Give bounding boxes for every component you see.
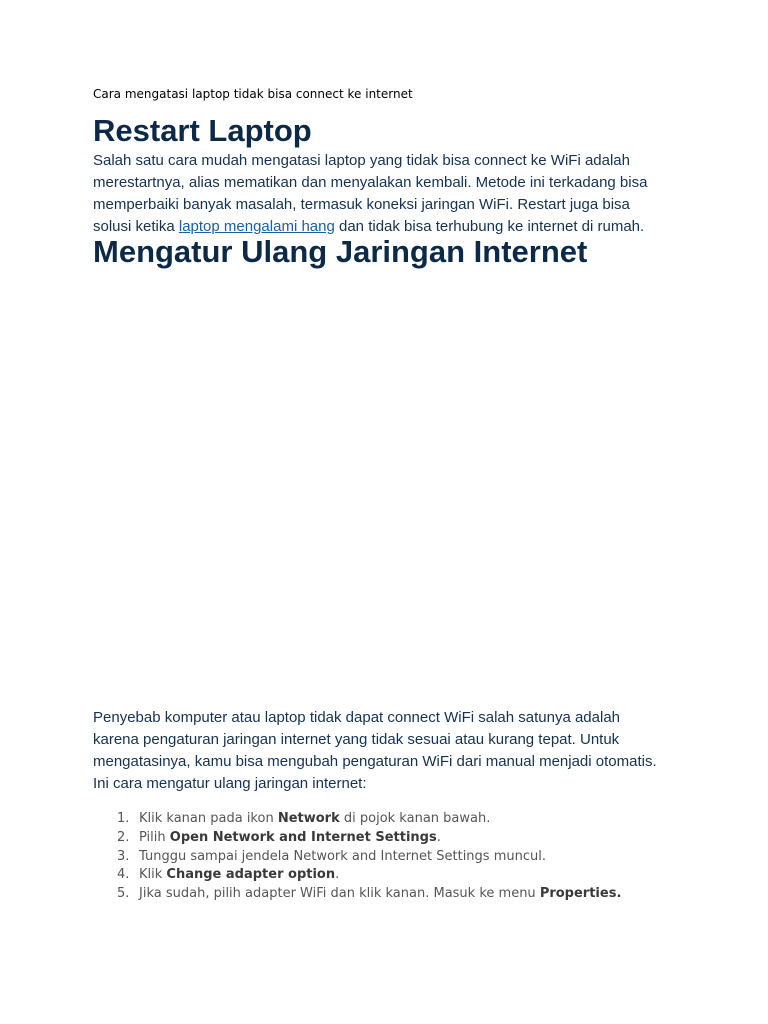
step-text: Klik kanan pada ikon (139, 811, 278, 826)
paragraph-line: Ini cara mengatur ulang jaringan internet: (93, 775, 367, 792)
list-item (93, 810, 621, 829)
text-after-link: dan tidak bisa terhubung ke internet di rumah. (334, 218, 645, 235)
list-number: 5. (117, 886, 130, 902)
restart-paragraph (93, 150, 693, 238)
paragraph-line: Penyebab komputer atau laptop tidak dapat connect WiFi salah satunya adalah (93, 709, 621, 726)
step-text: di pojok kanan bawah. (339, 811, 491, 826)
step-text: Tunggu sampai jendela Network and Internet Settings muncul. (139, 848, 546, 864)
list-number: 4. (117, 867, 130, 883)
paragraph-line: mengatasinya, kamu bisa mengubah pengaturan WiFi dari manual menjadi otomatis. (93, 753, 657, 770)
text-before-link: solusi ketika (93, 218, 179, 235)
step-bold-text: Properties. (539, 886, 622, 902)
list-number: 3. (117, 848, 130, 864)
list-number: 2. (117, 829, 130, 845)
step-bold-text: Open Network and Internet Settings (169, 829, 437, 845)
list-item (93, 866, 621, 885)
list-item (93, 885, 621, 904)
document-title: Cara mengatasi laptop tidak bisa connect ke internet (93, 87, 413, 101)
step-text: Klik (139, 867, 167, 883)
laptop-hang-link[interactable]: laptop mengalami hang (178, 218, 335, 235)
paragraph-line: merestartnya, alias mematikan dan menyalakan kembali. Metode ini terkadang bisa (93, 174, 648, 191)
list-number: 1. (117, 811, 130, 826)
list-item (93, 848, 621, 867)
step-bold-text: Change adapter option (166, 867, 336, 883)
network-paragraph (93, 707, 693, 795)
paragraph-line: Salah satu cara mudah mengatasi laptop yang tidak bisa connect ke WiFi adalah (93, 152, 630, 169)
step-text: . (335, 867, 340, 883)
paragraph-line: karena pengaturan jaringan internet yang tidak sesuai atau kurang tepat. Untuk (93, 731, 620, 748)
steps-list (93, 810, 621, 904)
paragraph-line: memperbaiki banyak masalah, termasuk koneksi jaringan WiFi. Restart juga bisa (93, 196, 630, 213)
step-text: . (436, 829, 441, 845)
step-text: Pilih (139, 829, 170, 845)
step-text: Jika sudah, pilih adapter WiFi dan klik kanan. Masuk ke menu (139, 886, 540, 902)
heading-restart-laptop: Restart Laptop (93, 113, 312, 148)
heading-mengatur-ulang-jaringan: Mengatur Ulang Jaringan Internet (93, 234, 588, 269)
step-bold-text: Network (277, 811, 340, 826)
list-item (93, 829, 621, 848)
